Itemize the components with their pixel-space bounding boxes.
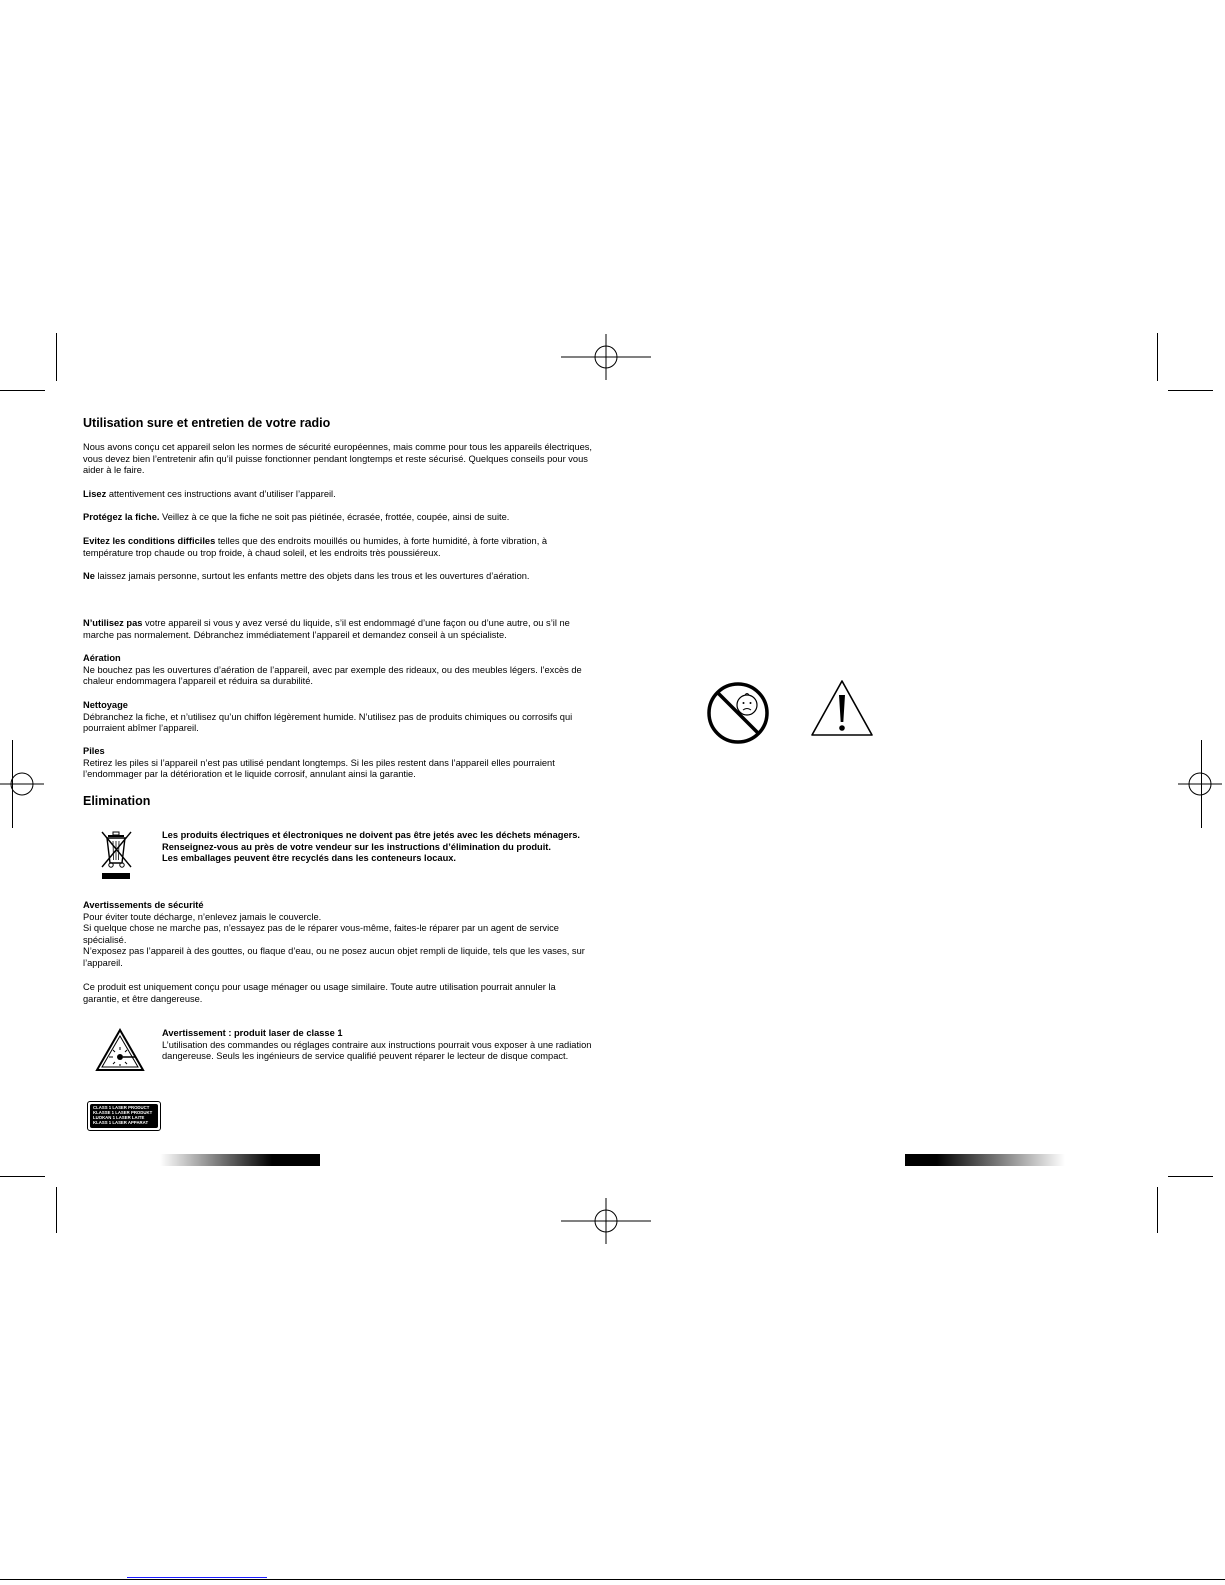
- subheading: Avertissements de sécurité: [83, 900, 204, 910]
- paragraph-aeration: [83, 653, 593, 688]
- paragraph-lead: Protégez la fiche.: [83, 512, 160, 522]
- intro-paragraph: Nous avons conçu cet appareil selon les normes de sécurité européennes, mais comme pour tous les appareils électriques, vous devez bien l’entretenir afin qu’il puisse fonctionner pendant longtemps et reste sécurisé. Quelques conseils pour vous aider à le faire.: [83, 442, 593, 476]
- paragraph-lead: Ne: [83, 571, 95, 581]
- subheading: Piles: [83, 746, 105, 756]
- laser-label-line: KLASS 1 LASER APPARAT: [93, 1120, 149, 1125]
- crop-mark: [56, 1187, 57, 1233]
- section-title: Elimination: [83, 794, 151, 808]
- registration-target-icon: [0, 762, 44, 806]
- laser-label-line: LUOKAN 1 LASER LAITE: [93, 1115, 145, 1120]
- paragraph-batteries: [83, 746, 593, 781]
- no-children-icon: [705, 680, 771, 746]
- paragraph-cleaning: [83, 700, 593, 735]
- registration-target-icon: [561, 334, 651, 380]
- laser-class-label: [87, 1101, 161, 1131]
- paragraph-text: votre appareil si vous y avez versé du liquide, s’il est endommagé d’une façon ou d’une autre, ou s’il ne marche pas normalement. Débranchez immédiatement l’appareil et demandez conseil à un spécialiste.: [83, 618, 570, 640]
- crop-mark: [0, 390, 45, 391]
- paragraph-text: telles que des endroits mouillés ou humides, à forte humidité, à forte vibration, à température trop chaude ou trop froide, à chaud soleil, et les endroits très poussiéreux.: [83, 536, 548, 558]
- warning-line: Pour éviter toute décharge, n’enlevez jamais le couvercle.: [83, 911, 322, 922]
- crop-mark: [56, 333, 57, 381]
- packaging-text: Les emballages peuvent être recyclés dans les conteneurs locaux.: [162, 853, 457, 864]
- footer-line: [127, 1577, 267, 1578]
- laser-heading: Avertissement : produit laser de classe 1: [162, 1028, 343, 1038]
- registration-target-icon: [1178, 762, 1222, 806]
- paragraph-lead: N’utilisez pas: [83, 618, 143, 628]
- paragraph-text: Débranchez la fiche, et n’utilisez qu’un chiffon légèrement humide. N’utilisez pas de produits chimiques ou corrosifs qui pourraient abîmer l’appareil.: [83, 711, 573, 734]
- paragraph-liquid: [83, 618, 593, 641]
- paragraph-plug: [83, 512, 593, 524]
- warning-line: Si quelque chose ne marche pas, n’essayez pas de le réparer vous-même, faites-le réparer par un agent de service spécialisé.: [83, 923, 559, 945]
- gradient-bar: [905, 1154, 1065, 1166]
- bottom-rule: [0, 1579, 1225, 1580]
- weee-notice: [162, 830, 592, 865]
- crop-mark: [1168, 390, 1213, 391]
- paragraph-text: laissez jamais personne, surtout les enfants mettre des objets dans les trous et les ouvertures d’aération.: [94, 571, 530, 581]
- laser-text: L’utilisation des commandes ou réglages contraire aux instructions pourrait vous exposer à une radiation dangereuse. Seuls les ingénieurs de service qualifié peuvent réparer le lecteur de disque compact.: [162, 1039, 592, 1062]
- laser-label-line: KLASSE 1 LASER PRODUKT: [93, 1110, 153, 1115]
- paragraph-conditions: [83, 536, 593, 559]
- crop-mark: [1168, 1176, 1213, 1177]
- laser-label-line: CLASS 1 LASER PRODUCT: [93, 1105, 150, 1110]
- laser-warning-icon: [95, 1028, 145, 1072]
- gradient-bar: [160, 1154, 320, 1166]
- crop-mark: [1157, 333, 1158, 381]
- weee-text: Les produits électriques et électroniques ne doivent pas être jetés avec les déchets ménagers. Renseignez-vous au près de votre vendeur sur les instructions d’élimination du produit.: [162, 830, 581, 852]
- subheading: Aération: [83, 653, 121, 663]
- paragraph-read: [83, 489, 593, 501]
- section-title: Utilisation sure et entretien de votre radio: [83, 416, 331, 430]
- safety-warnings: [83, 900, 593, 970]
- paragraph-text: Veillez à ce que la fiche ne soit pas piétinée, écrasée, frottée, coupée, ainsi de suite.: [159, 512, 510, 522]
- paragraph-lead: Lisez: [83, 489, 107, 499]
- crop-mark: [1157, 1187, 1158, 1233]
- paragraph-text: Retirez les piles si l’appareil n’est pas utilisé pendant longtemps. Si les piles restent dans l’appareil elles pourraient l’endommager par la détérioration et le liquide corrosif, annulant ainsi la garantie.: [83, 757, 555, 780]
- crossed-bin-icon: [95, 827, 139, 883]
- paragraph-text: Ne bouchez pas les ouvertures d’aération de l’appareil, avec par exemple des rideaux, ou des meubles légers. l’excès de chaleur endommagera l’appareil et réduira sa durabilité.: [83, 664, 582, 687]
- paragraph-text: attentivement ces instructions avant d’utiliser l’appareil.: [106, 489, 336, 499]
- subheading: Nettoyage: [83, 700, 128, 710]
- laser-label-text: [90, 1104, 158, 1128]
- laser-notice: [162, 1028, 592, 1063]
- warning-line: N’exposez pas l’appareil à des gouttes, ou flaque d’eau, ou ne posez aucun objet rempli de liquide, tels que les vases, sur l’appareil.: [83, 946, 585, 968]
- caution-icon: [809, 678, 875, 738]
- registration-target-icon: [561, 1198, 651, 1244]
- paragraph-objects: [83, 571, 593, 583]
- usage-paragraph: Ce produit est uniquement conçu pour usage ménager ou usage similaire. Toute autre utilisation pourrait annuler la garantie, et être dangereuse.: [83, 982, 556, 1004]
- paragraph-lead: Evitez les conditions difficiles: [83, 536, 216, 546]
- crop-mark: [0, 1176, 45, 1177]
